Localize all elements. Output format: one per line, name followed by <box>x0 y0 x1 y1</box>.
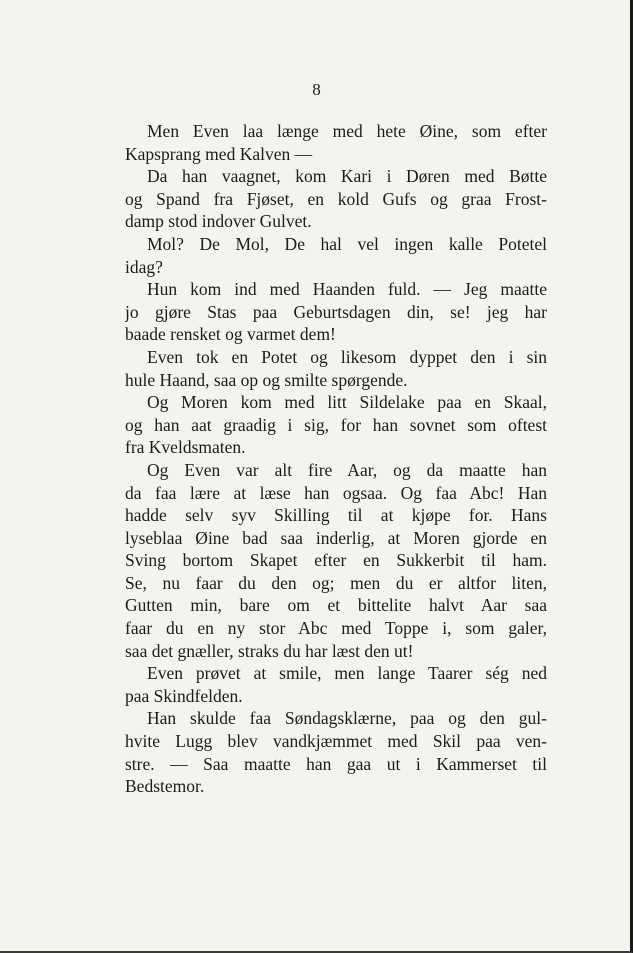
text-line: Even prøvet at smile, men lange Taarer ség ned <box>147 663 547 684</box>
paragraph <box>125 278 547 346</box>
page-number: 8 <box>312 80 321 99</box>
text-line: hadde selv syv Skilling til at kjøpe for. Hans <box>125 505 547 526</box>
paragraph <box>125 662 547 707</box>
text-line: da faa lære at læse han ogsaa. Og faa Abc! Han <box>125 482 547 503</box>
text-line: og han aat graadig i sig, for han sovnet som oftest <box>125 414 547 435</box>
text-line: Og Even var alt fire Aar, og da maatte han <box>147 459 547 480</box>
text-line: Se, nu faar du den og; men du er altfor liten, <box>125 572 547 593</box>
paragraph <box>125 120 547 165</box>
text-line: Hun kom ind med Haanden fuld. — Jeg maatte <box>147 279 547 300</box>
text-line: Gutten min, bare om et bittelite halvt Aar saa <box>125 595 547 616</box>
paragraph <box>125 459 547 662</box>
text-line: idag? <box>125 256 163 277</box>
text-line: Even tok en Potet og likesom dyppet den i sin <box>147 346 547 367</box>
text-line: saa det gnæller, straks du har læst den ut! <box>125 640 414 661</box>
text-line: Men Even laa længe med hete Øine, som efter <box>147 121 547 141</box>
text-line: Og Moren kom med litt Sildelake paa en Skaal, <box>147 392 547 413</box>
body-text <box>125 120 547 798</box>
paragraph <box>125 233 547 278</box>
text-line: jo gjøre Stas paa Geburtsdagen din, se! jeg har <box>125 301 547 322</box>
paragraph <box>125 391 547 459</box>
text-line: hvite Lugg blev vandkjæmmet med Skil paa ven- <box>125 731 547 752</box>
text-line: Da han vaagnet, kom Kari i Døren med Bøtte <box>147 166 547 187</box>
text-line: Han skulde faa Søndagsklærne, paa og den gul- <box>147 708 547 729</box>
text-line: Bedstemor. <box>125 776 205 797</box>
text-line: Mol? De Mol, De hal vel ingen kalle Potetel <box>147 233 547 254</box>
text-line: lyseblaa Øine bad saa inderlig, at Moren gjorde en <box>125 527 547 548</box>
paragraph <box>125 165 547 233</box>
text-line: stre. — Saa maatte han gaa ut i Kammerset til <box>125 753 547 774</box>
text-line: damp stod indover Gulvet. <box>125 211 312 232</box>
paragraph <box>125 346 547 391</box>
paragraph <box>125 707 547 797</box>
text-line: baade rensket og varmet dem! <box>125 324 336 345</box>
text-line: og Spand fra Fjøset, en kold Gufs og graa Frost- <box>125 188 547 209</box>
text-line: Sving bortom Skapet efter en Sukkerbit til ham. <box>125 550 547 571</box>
text-line: Kapsprang med Kalven — <box>125 143 313 164</box>
text-line: hule Haand, saa op og smilte spørgende. <box>125 369 408 390</box>
text-line: paa Skindfelden. <box>125 685 243 706</box>
text-line: faar du en ny stor Abc med Toppe i, som galer, <box>125 618 547 639</box>
text-line: fra Kveldsmaten. <box>125 437 246 458</box>
